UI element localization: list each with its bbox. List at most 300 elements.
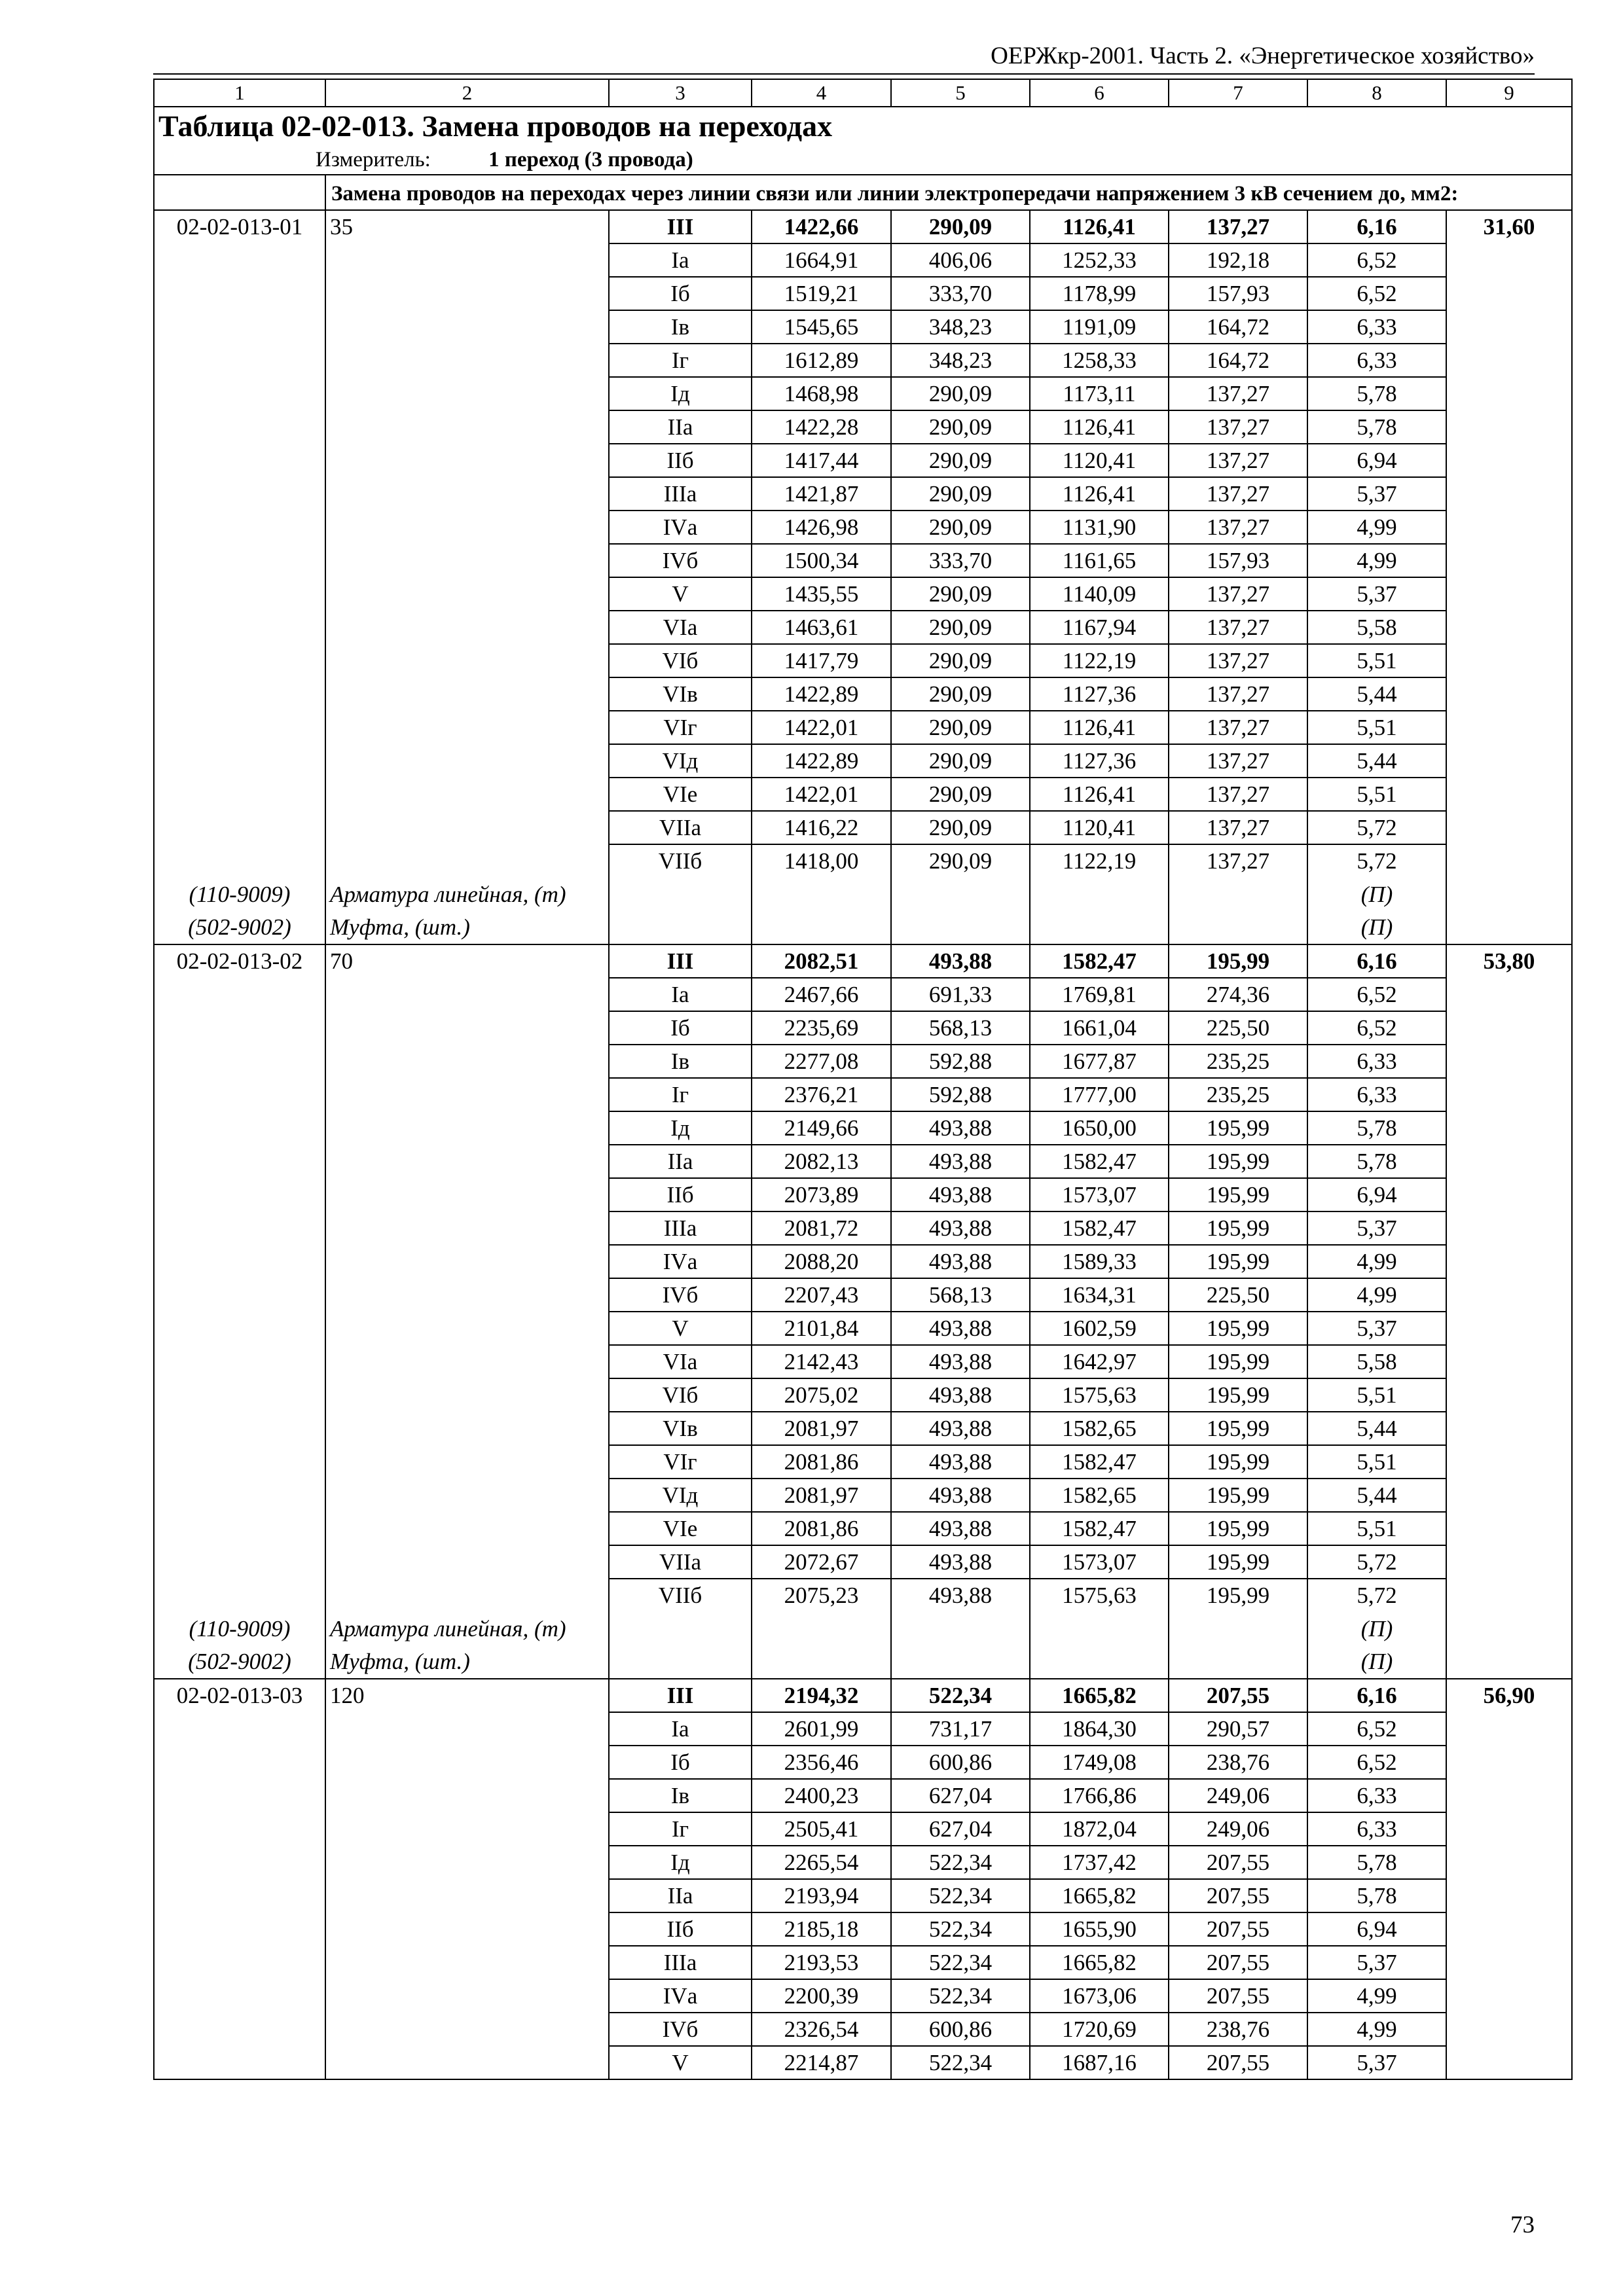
col9-value: [1446, 1345, 1572, 1378]
zone-label: V: [609, 577, 752, 611]
rate-value: 5,78: [1307, 1145, 1446, 1178]
zone-label: VIб: [609, 1378, 752, 1412]
col9-value: [1446, 310, 1572, 344]
rate-value: 137,27: [1169, 677, 1307, 711]
rate-value: 5,44: [1307, 744, 1446, 778]
col9-value: [1446, 1545, 1572, 1579]
rate-value: 207,55: [1169, 1846, 1307, 1879]
rate-value: 2149,66: [752, 1111, 891, 1145]
rate-value: 290,09: [891, 377, 1030, 410]
zone-label: IVб: [609, 544, 752, 577]
rate-value: 6,94: [1307, 444, 1446, 477]
rate-value: 1582,65: [1030, 1412, 1169, 1445]
table-row: [154, 1211, 1572, 1245]
table-row: [154, 1912, 1572, 1946]
zone-label: IVа: [609, 511, 752, 544]
table-row: [154, 1479, 1572, 1512]
rate-value: 1664,91: [752, 243, 891, 277]
rate-value: 6,33: [1307, 1779, 1446, 1812]
item-size: [325, 1278, 609, 1312]
col9-value: [1446, 1011, 1572, 1045]
rate-value: 1422,01: [752, 778, 891, 811]
col9-value: [1446, 1912, 1572, 1946]
item-size: [325, 1812, 609, 1846]
zone-label: VIв: [609, 677, 752, 711]
item-size: [325, 1946, 609, 1979]
col9-value: [1446, 1145, 1572, 1178]
table-row: [154, 978, 1572, 1011]
item-code: [154, 778, 325, 811]
item-code: [154, 1779, 325, 1812]
item-code: [154, 477, 325, 511]
rate-value: 1582,47: [1030, 1512, 1169, 1545]
item-code: [154, 410, 325, 444]
rate-value: 195,99: [1169, 1512, 1307, 1545]
rate-value: 2185,18: [752, 1912, 891, 1946]
item-size: [325, 778, 609, 811]
rate-value: 493,88: [891, 1211, 1030, 1245]
item-code: [154, 1445, 325, 1479]
rate-value: 6,94: [1307, 1178, 1446, 1211]
item-code: [154, 377, 325, 410]
material-code: (502-9002): [154, 911, 325, 944]
empty-cell: [891, 911, 1030, 944]
rate-value: 1766,86: [1030, 1779, 1169, 1812]
rate-value: 1191,09: [1030, 310, 1169, 344]
rate-value: 348,23: [891, 310, 1030, 344]
item-size: [325, 1178, 609, 1211]
table-row: [154, 2013, 1572, 2046]
table-body: [154, 79, 1572, 2079]
zone-label: IIб: [609, 1178, 752, 1211]
rate-value: 1421,87: [752, 477, 891, 511]
rate-value: 290,09: [891, 811, 1030, 844]
rate-value: 192,18: [1169, 243, 1307, 277]
zone-label: III: [609, 1679, 752, 1712]
item-code: [154, 1211, 325, 1245]
empty-cell: [891, 1645, 1030, 1679]
item-size: 35: [325, 210, 609, 243]
rate-value: 1602,59: [1030, 1312, 1169, 1345]
rate-value: 493,88: [891, 1345, 1030, 1378]
col9-value: [1446, 243, 1572, 277]
zone-label: Iв: [609, 1045, 752, 1078]
rate-value: 1720,69: [1030, 2013, 1169, 2046]
rate-value: 2400,23: [752, 1779, 891, 1812]
rate-value: 1173,11: [1030, 377, 1169, 410]
column-number-row: [154, 79, 1572, 107]
work-description: Замена проводов на переходах через линии связи или линии электропередачи напряжением 3 кВ сечением до, мм2:: [325, 175, 1572, 210]
item-size: [325, 1579, 609, 1612]
item-code: [154, 811, 325, 844]
rate-value: 522,34: [891, 1846, 1030, 1879]
rate-value: 2101,84: [752, 1312, 891, 1345]
rate-value: 493,88: [891, 1579, 1030, 1612]
material-name: Муфта, (шт.): [325, 1645, 609, 1679]
rate-value: 5,37: [1307, 577, 1446, 611]
rate-value: 157,93: [1169, 544, 1307, 577]
item-code: [154, 644, 325, 677]
measure-value: 1 переход (3 провода): [488, 148, 693, 171]
col9-value: [1446, 1579, 1572, 1612]
rate-value: 195,99: [1169, 944, 1307, 978]
rate-value: 2200,39: [752, 1979, 891, 2013]
measure-label: Измеритель:: [316, 148, 431, 171]
rate-value: 195,99: [1169, 1345, 1307, 1378]
item-size: [325, 1879, 609, 1912]
item-code: [154, 1145, 325, 1178]
rate-value: 5,78: [1307, 377, 1446, 410]
item-size: [325, 1479, 609, 1512]
zone-label: IIа: [609, 1145, 752, 1178]
col9-value: [1446, 844, 1572, 878]
rate-value: 493,88: [891, 1178, 1030, 1211]
rate-value: 1582,47: [1030, 1211, 1169, 1245]
rate-value: 2073,89: [752, 1178, 891, 1211]
col9-value: [1446, 511, 1572, 544]
rate-value: 1161,65: [1030, 544, 1169, 577]
col-number: 1: [154, 79, 325, 107]
item-code: [154, 444, 325, 477]
rate-value: 5,78: [1307, 1846, 1446, 1879]
rate-value: 5,58: [1307, 611, 1446, 644]
rate-value: 1422,89: [752, 677, 891, 711]
item-code: 02-02-013-02: [154, 944, 325, 978]
rate-value: 1769,81: [1030, 978, 1169, 1011]
item-code: [154, 1712, 325, 1746]
rate-value: 6,52: [1307, 277, 1446, 310]
rate-value: 1426,98: [752, 511, 891, 544]
rate-value: 195,99: [1169, 1245, 1307, 1278]
rate-value: 2326,54: [752, 2013, 891, 2046]
table-row: [154, 511, 1572, 544]
rate-value: 290,09: [891, 711, 1030, 744]
rates-table: [153, 79, 1573, 2080]
item-size: [325, 477, 609, 511]
rate-value: 627,04: [891, 1779, 1030, 1812]
item-size: [325, 2013, 609, 2046]
item-size: [325, 1145, 609, 1178]
col9-value: [1446, 1779, 1572, 1812]
rate-value: 195,99: [1169, 1211, 1307, 1245]
rate-value: 6,33: [1307, 1812, 1446, 1846]
rate-value: 1575,63: [1030, 1378, 1169, 1412]
rate-value: 6,33: [1307, 1078, 1446, 1111]
rate-value: 5,51: [1307, 1445, 1446, 1479]
rate-value: 333,70: [891, 544, 1030, 577]
rate-value: 5,51: [1307, 778, 1446, 811]
col9-value: [1446, 1211, 1572, 1245]
col9-value: [1446, 1045, 1572, 1078]
title-row: [154, 107, 1572, 175]
rate-value: 1582,47: [1030, 1145, 1169, 1178]
rate-value: 1582,47: [1030, 1445, 1169, 1479]
rate-value: 207,55: [1169, 1979, 1307, 2013]
rate-value: 137,27: [1169, 811, 1307, 844]
zone-label: VIг: [609, 711, 752, 744]
zone-label: IIа: [609, 410, 752, 444]
rate-value: 522,34: [891, 1679, 1030, 1712]
rate-value: 195,99: [1169, 1445, 1307, 1479]
rate-value: 600,86: [891, 2013, 1030, 2046]
table-row: [154, 1779, 1572, 1812]
item-size: [325, 844, 609, 878]
material-row: [154, 1612, 1572, 1645]
zone-label: IIIа: [609, 477, 752, 511]
rate-value: 4,99: [1307, 2013, 1446, 2046]
col9-value: [1446, 811, 1572, 844]
item-code: [154, 611, 325, 644]
rate-value: 6,52: [1307, 243, 1446, 277]
empty-cell: [752, 1612, 891, 1645]
rate-value: 195,99: [1169, 1412, 1307, 1445]
zone-label: Iв: [609, 1779, 752, 1812]
rate-value: 225,50: [1169, 1011, 1307, 1045]
rate-value: 137,27: [1169, 410, 1307, 444]
rate-value: 6,16: [1307, 944, 1446, 978]
rate-value: 493,88: [891, 1479, 1030, 1512]
measure-line: [158, 145, 1567, 174]
table-row: [154, 1111, 1572, 1145]
material-unit-mark: (П): [1307, 1612, 1446, 1645]
col9-value: [1446, 978, 1572, 1011]
item-size: 120: [325, 1679, 609, 1712]
table-row: [154, 1078, 1572, 1111]
empty-cell: [609, 1645, 752, 1679]
rate-value: 2356,46: [752, 1746, 891, 1779]
table-row: [154, 1512, 1572, 1545]
rate-value: 522,34: [891, 1979, 1030, 2013]
material-unit-mark: (П): [1307, 1645, 1446, 1679]
rate-value: 2193,94: [752, 1879, 891, 1912]
rate-value: 225,50: [1169, 1278, 1307, 1312]
item-code: [154, 744, 325, 778]
rate-value: 164,72: [1169, 310, 1307, 344]
rate-value: 5,37: [1307, 1211, 1446, 1245]
item-size: [325, 1111, 609, 1145]
empty-cell: [1030, 878, 1169, 911]
rate-value: 1665,82: [1030, 1946, 1169, 1979]
col-number: 3: [609, 79, 752, 107]
zone-label: V: [609, 2046, 752, 2079]
zone-label: VIг: [609, 1445, 752, 1479]
rate-value: 235,25: [1169, 1078, 1307, 1111]
rate-value: 1582,65: [1030, 1479, 1169, 1512]
rate-value: 1422,28: [752, 410, 891, 444]
rate-value: 290,09: [891, 444, 1030, 477]
material-row: [154, 911, 1572, 944]
rate-value: 5,37: [1307, 2046, 1446, 2079]
item-code: [154, 1378, 325, 1412]
table-row: [154, 1245, 1572, 1278]
rate-value: 5,44: [1307, 1412, 1446, 1445]
rate-value: 137,27: [1169, 477, 1307, 511]
rate-value: 2075,02: [752, 1378, 891, 1412]
rate-value: 1417,44: [752, 444, 891, 477]
rate-value: 522,34: [891, 1879, 1030, 1912]
rate-value: 522,34: [891, 1946, 1030, 1979]
rate-value: 290,09: [891, 410, 1030, 444]
rate-value: 1122,19: [1030, 844, 1169, 878]
rate-value: 493,88: [891, 1545, 1030, 1579]
rate-value: 5,58: [1307, 1345, 1446, 1378]
item-code: [154, 978, 325, 1011]
item-size: [325, 1312, 609, 1345]
table-row: [154, 744, 1572, 778]
table-row: [154, 711, 1572, 744]
rate-value: 1140,09: [1030, 577, 1169, 611]
rate-value: 333,70: [891, 277, 1030, 310]
item-size: [325, 1078, 609, 1111]
rate-value: 731,17: [891, 1712, 1030, 1746]
item-code: [154, 1746, 325, 1779]
rate-value: 195,99: [1169, 1111, 1307, 1145]
header-rule: [153, 73, 1535, 75]
rate-value: 5,51: [1307, 1512, 1446, 1545]
table-row: [154, 377, 1572, 410]
rate-value: 5,72: [1307, 1545, 1446, 1579]
col9-value: [1446, 1479, 1572, 1512]
item-code: [154, 511, 325, 544]
rate-value: 290,09: [891, 611, 1030, 644]
rate-value: 6,52: [1307, 1011, 1446, 1045]
col9-value: [1446, 644, 1572, 677]
rate-value: 1120,41: [1030, 444, 1169, 477]
rate-value: 627,04: [891, 1812, 1030, 1846]
rate-value: 238,76: [1169, 2013, 1307, 2046]
material-name: Муфта, (шт.): [325, 911, 609, 944]
empty-cell: [1030, 1645, 1169, 1679]
rate-value: 5,72: [1307, 811, 1446, 844]
item-size: [325, 1211, 609, 1245]
rate-value: 4,99: [1307, 544, 1446, 577]
zone-label: III: [609, 210, 752, 243]
item-size: [325, 577, 609, 611]
zone-label: IVа: [609, 1979, 752, 2013]
item-code: [154, 1479, 325, 1512]
zone-label: VIIб: [609, 844, 752, 878]
rate-value: 1126,41: [1030, 711, 1169, 744]
rate-value: 1737,42: [1030, 1846, 1169, 1879]
rate-value: 1468,98: [752, 377, 891, 410]
table-row: [154, 944, 1572, 978]
col9-value: [1446, 1812, 1572, 1846]
col9-value: [1446, 1445, 1572, 1479]
rate-value: 4,99: [1307, 511, 1446, 544]
item-size: [325, 1545, 609, 1579]
rate-value: 1418,00: [752, 844, 891, 878]
rate-value: 195,99: [1169, 1479, 1307, 1512]
rate-value: 1422,89: [752, 744, 891, 778]
item-size: [325, 1979, 609, 2013]
table-row: [154, 544, 1572, 577]
col9-value: [1446, 1846, 1572, 1879]
col9-value: [1446, 1111, 1572, 1145]
item-size: [325, 744, 609, 778]
empty-cell: [1446, 1612, 1572, 1645]
rate-value: 290,09: [891, 644, 1030, 677]
rate-value: 592,88: [891, 1078, 1030, 1111]
rate-value: 207,55: [1169, 1912, 1307, 1946]
rate-value: 157,93: [1169, 277, 1307, 310]
rate-value: 1589,33: [1030, 1245, 1169, 1278]
item-size: [325, 1512, 609, 1545]
rate-value: 1126,41: [1030, 778, 1169, 811]
item-code: [154, 243, 325, 277]
table-row: [154, 1579, 1572, 1612]
table-row: [154, 1946, 1572, 1979]
rate-value: 2505,41: [752, 1812, 891, 1846]
item-code: [154, 344, 325, 377]
rate-value: 522,34: [891, 2046, 1030, 2079]
item-code: [154, 2046, 325, 2079]
item-size: [325, 511, 609, 544]
col-number: 8: [1307, 79, 1446, 107]
item-code: [154, 277, 325, 310]
rate-value: 137,27: [1169, 577, 1307, 611]
rate-value: 137,27: [1169, 644, 1307, 677]
rate-value: 1650,00: [1030, 1111, 1169, 1145]
rate-value: 137,27: [1169, 711, 1307, 744]
table-row: [154, 611, 1572, 644]
rate-value: 4,99: [1307, 1278, 1446, 1312]
rate-value: 2088,20: [752, 1245, 891, 1278]
rate-value: 195,99: [1169, 1178, 1307, 1211]
rate-value: 6,94: [1307, 1912, 1446, 1946]
zone-label: VIIа: [609, 811, 752, 844]
zone-label: Iг: [609, 1078, 752, 1111]
table-row: [154, 1045, 1572, 1078]
zone-label: Iб: [609, 277, 752, 310]
col9-value: [1446, 2013, 1572, 2046]
item-size: [325, 644, 609, 677]
material-code: (110-9009): [154, 1612, 325, 1645]
item-size: [325, 310, 609, 344]
rate-value: 1634,31: [1030, 1278, 1169, 1312]
rate-value: 2277,08: [752, 1045, 891, 1078]
rate-value: 493,88: [891, 1512, 1030, 1545]
item-size: [325, 811, 609, 844]
rate-value: 2081,72: [752, 1211, 891, 1245]
item-code: [154, 1178, 325, 1211]
item-code: [154, 1045, 325, 1078]
rate-value: 2081,86: [752, 1512, 891, 1545]
rate-value: 600,86: [891, 1746, 1030, 1779]
zone-label: Iа: [609, 243, 752, 277]
rate-value: 290,09: [891, 778, 1030, 811]
rate-value: 195,99: [1169, 1579, 1307, 1612]
rate-value: 195,99: [1169, 1145, 1307, 1178]
rate-value: 207,55: [1169, 1946, 1307, 1979]
col9-value: [1446, 1078, 1572, 1111]
rate-value: 137,27: [1169, 744, 1307, 778]
material-name: Арматура линейная, (т): [325, 1612, 609, 1645]
item-size: [325, 1412, 609, 1445]
item-size: [325, 1445, 609, 1479]
col9-value: [1446, 744, 1572, 778]
table-row: [154, 1812, 1572, 1846]
rate-value: 2081,86: [752, 1445, 891, 1479]
rate-value: 2194,32: [752, 1679, 891, 1712]
zone-label: IIIа: [609, 1946, 752, 1979]
col9-value: [1446, 1412, 1572, 1445]
table-row: [154, 1178, 1572, 1211]
table-row: [154, 1378, 1572, 1412]
rate-value: 493,88: [891, 1412, 1030, 1445]
rate-value: 1872,04: [1030, 1812, 1169, 1846]
table-row: [154, 1746, 1572, 1779]
col9-value: 31,60: [1446, 210, 1572, 243]
